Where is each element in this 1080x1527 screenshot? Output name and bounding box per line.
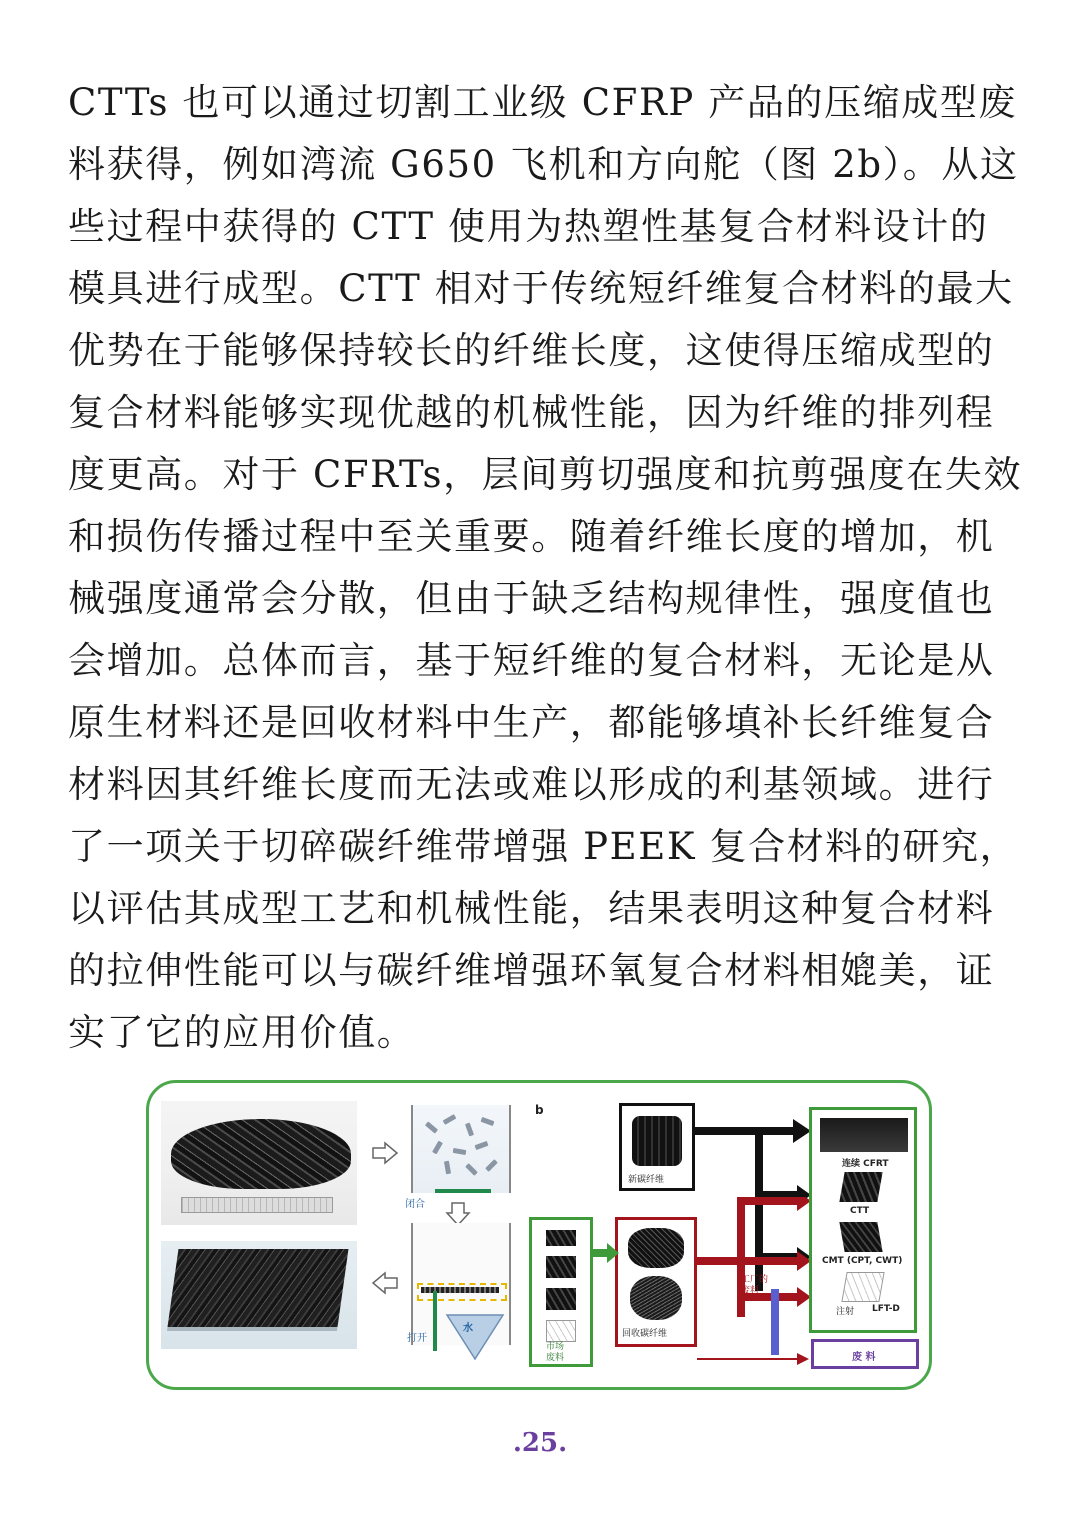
text-line: CTTs 也可以通过切割工业级 CFRP 产品的压缩成型废 xyxy=(68,81,1018,124)
green-arrow-icon xyxy=(593,1243,619,1263)
text-line: 度更高。对于 CFRTs，层间剪切强度和抗剪强度在失效 xyxy=(68,453,1023,496)
waste-tile xyxy=(546,1320,576,1342)
text-line: 会增加。总体而言，基于短纤维的复合材料，无论是从 xyxy=(68,639,995,682)
text-line: 复合材料能够实现优越的机械性能，因为纤维的排列程 xyxy=(68,391,995,434)
factory-waste-bar xyxy=(771,1289,779,1355)
text-line: 以评估其成型工艺和机械性能，结果表明这种复合材料 xyxy=(68,887,995,930)
text-line: 实了它的应用价值。 xyxy=(68,1011,416,1054)
recycled-chips-image xyxy=(628,1228,684,1268)
text-line: 材料因其纤维长度而无法或难以形成的利基领域。进行 xyxy=(68,763,995,806)
waste-tile xyxy=(546,1256,576,1278)
market-waste-label: 市场 废料 xyxy=(546,1342,565,1363)
lftd-tile xyxy=(841,1272,884,1302)
products-box xyxy=(809,1107,917,1333)
open-label: 打开 xyxy=(407,1333,427,1344)
text-line: 模具进行成型。CTT 相对于传统短纤维复合材料的最大 xyxy=(68,267,1014,310)
waste-box xyxy=(811,1339,919,1369)
water-label: 水 xyxy=(463,1323,473,1334)
recycled-fluff-image xyxy=(630,1276,682,1320)
cmt-label: CMT (CPT, CWT) xyxy=(822,1256,903,1266)
text-line: 和损伤传播过程中至关重要。随着纤维长度的增加，机 xyxy=(68,515,995,558)
chopped-fiber-photo xyxy=(161,1101,357,1225)
lft-d-label: LFT-D xyxy=(872,1304,900,1314)
ctt-label: CTT xyxy=(850,1206,870,1216)
waste-tile xyxy=(546,1288,576,1310)
text-line: 些过程中获得的 CTT 使用为热塑性基复合材料设计的 xyxy=(68,205,989,248)
factory-waste-label: 工厂的 废料 xyxy=(741,1275,769,1296)
composite-plate xyxy=(168,1249,349,1327)
fiber-pile xyxy=(171,1119,351,1189)
water-arrow-icon xyxy=(445,1313,505,1363)
page-number: .25. xyxy=(512,1428,568,1458)
ruler xyxy=(181,1197,333,1213)
body-text xyxy=(68,72,1028,1064)
right-arrow-icon xyxy=(371,1141,399,1165)
cmt-tile xyxy=(839,1222,882,1252)
recycled-fiber-box xyxy=(615,1217,697,1347)
spool-image xyxy=(632,1116,682,1166)
injection-label: 注射 xyxy=(836,1307,855,1317)
text-line: 原生材料还是回收材料中生产，都能够填补长纤维复合 xyxy=(68,701,995,744)
cfrt-sheet xyxy=(820,1118,908,1152)
text-line: 械强度通常会分散，但由于缺乏结构规律性，强度值也 xyxy=(68,577,995,620)
ctt-tile xyxy=(839,1172,882,1202)
text-line: 了一项关于切碎碳纤维带增强 PEEK 复合材料的研究， xyxy=(68,825,1019,868)
new-fiber-label: 新碳纤维 xyxy=(628,1175,665,1185)
close-label: 闭合 xyxy=(405,1199,425,1210)
text-line: 优势在于能够保持较长的纤维长度，这使得压缩成型的 xyxy=(68,329,995,372)
close-bar xyxy=(435,1189,491,1193)
text-line: 料获得，例如湾流 G650 飞机和方向舵（图 2b）。从这 xyxy=(68,143,1019,186)
new-fiber-box xyxy=(619,1103,695,1191)
open-mold xyxy=(411,1105,511,1193)
open-bar xyxy=(433,1291,437,1351)
panel-b-letter: b xyxy=(535,1103,544,1117)
waste-tile xyxy=(546,1230,576,1246)
continuous-cfrt-label: 连续 CFRT xyxy=(842,1159,889,1169)
recycled-fiber-label: 回收碳纤维 xyxy=(622,1329,668,1339)
left-arrow-icon xyxy=(371,1271,399,1295)
molded-plate-photo xyxy=(161,1241,357,1349)
figure-2 xyxy=(146,1080,932,1390)
text-line: 的拉伸性能可以与碳纤维增强环氧复合材料相媲美，证 xyxy=(68,949,995,992)
waste-label: 废 料 xyxy=(852,1352,876,1363)
market-waste-box xyxy=(529,1217,593,1367)
